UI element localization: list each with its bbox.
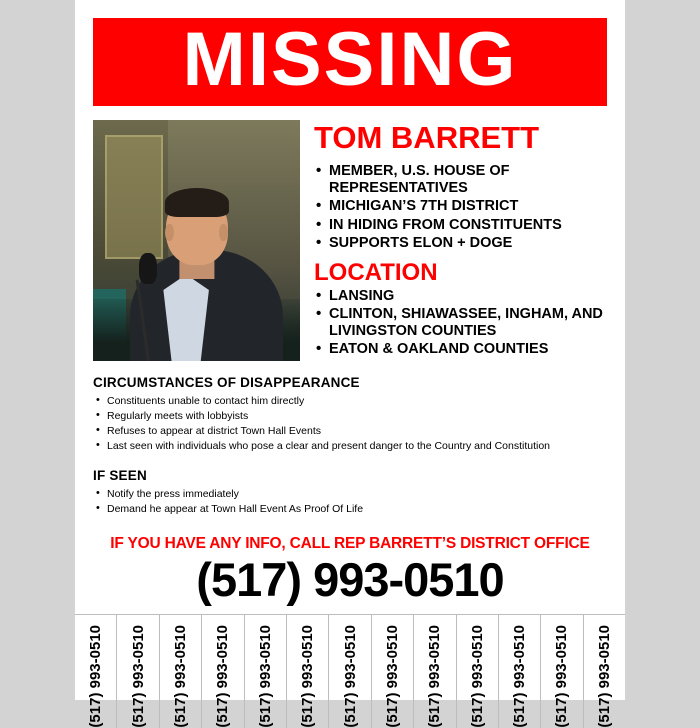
subject-fact: • SUPPORTS ELON + DOGE — [314, 235, 607, 252]
tear-off-tab[interactable] — [372, 615, 414, 728]
tear-off-tab-number: (517) 993-0510 — [468, 625, 486, 728]
tear-off-tab[interactable] — [329, 615, 371, 728]
tear-off-tab-number: (517) 993-0510 — [299, 625, 317, 728]
tear-off-tab-number: (517) 993-0510 — [341, 625, 359, 728]
list-item: • Refuses to appear at district Town Hall Events — [93, 424, 607, 439]
tear-off-tab-number: (517) 993-0510 — [511, 625, 529, 728]
list-item: • Regularly meets with lobbyists — [93, 409, 607, 424]
tear-off-tab[interactable] — [541, 615, 583, 728]
location-heading: LOCATION — [314, 258, 438, 286]
tear-off-tab[interactable] — [414, 615, 456, 728]
tear-off-tab[interactable] — [245, 615, 287, 728]
tear-off-tab[interactable] — [287, 615, 329, 728]
tear-off-tab-number: (517) 993-0510 — [383, 625, 401, 728]
microphone-icon — [139, 253, 158, 284]
tear-off-tab-number: (517) 993-0510 — [87, 625, 105, 728]
tear-off-tab[interactable] — [75, 615, 117, 728]
tear-off-tab-number: (517) 993-0510 — [171, 625, 189, 728]
tear-off-tab[interactable] — [499, 615, 541, 728]
tear-off-tab-number: (517) 993-0510 — [256, 625, 274, 728]
if-seen-list — [93, 487, 607, 517]
list-item: • Last seen with individuals who pose a clear and present danger to the Country and Constitution — [93, 439, 607, 454]
photo-ear-right — [219, 224, 227, 241]
photo-hair — [164, 188, 228, 217]
man-speaking-at-microphone-photo — [93, 120, 300, 361]
tear-off-tab-number: (517) 993-0510 — [595, 625, 613, 728]
tear-off-tab-number: (517) 993-0510 — [214, 625, 232, 728]
list-item: • Constituents unable to contact him directly — [93, 394, 607, 409]
location-item: • CLINTON, SHIAWASSEE, INGHAM, AND LIVINGSTON COUNTIES — [314, 306, 607, 340]
circumstances-section — [93, 375, 607, 454]
tear-off-tab-number: (517) 993-0510 — [426, 625, 444, 728]
tear-off-tab-number: (517) 993-0510 — [553, 625, 571, 728]
tear-off-tab-strip — [75, 614, 625, 728]
subject-fact: • MEMBER, U.S. HOUSE OF REPRESENTATIVES — [314, 163, 607, 197]
location-item: • EATON & OAKLAND COUNTIES — [314, 341, 607, 358]
tear-off-tab[interactable] — [202, 615, 244, 728]
subject-fact: • IN HIDING FROM CONSTITUENTS — [314, 217, 607, 234]
tear-off-tab[interactable] — [457, 615, 499, 728]
circumstances-title: CIRCUMSTANCES OF DISAPPEARANCE — [93, 375, 360, 391]
tear-off-tab-number: (517) 993-0510 — [129, 625, 147, 728]
subject-name: TOM BARRETT — [314, 120, 540, 156]
photo-wall-panel — [105, 135, 163, 260]
tear-off-tab[interactable] — [584, 615, 625, 728]
if-seen-section — [93, 468, 607, 517]
if-seen-title: IF SEEN — [93, 467, 147, 483]
subject-section — [93, 120, 607, 361]
list-item: • Demand he appear at Town Hall Event As Proof Of Life — [93, 502, 607, 517]
list-item: • Notify the press immediately — [93, 487, 607, 502]
missing-poster — [75, 0, 625, 728]
photo-ear-left — [165, 224, 173, 241]
call-to-action: IF YOU HAVE ANY INFO, CALL REP BARRETT’S DISTRICT OFFICE — [110, 534, 590, 552]
circumstances-list — [93, 394, 607, 454]
subject-fact: • MICHIGAN’S 7TH DISTRICT — [314, 198, 607, 215]
tear-off-tab[interactable] — [117, 615, 159, 728]
tear-off-tab[interactable] — [160, 615, 202, 728]
phone-number: (517) 993-0510 — [196, 552, 504, 606]
missing-banner — [93, 18, 607, 106]
location-list — [314, 288, 607, 358]
subject-details — [300, 120, 607, 361]
location-item: • LANSING — [314, 288, 607, 305]
poster-content — [75, 0, 625, 604]
photo-shirt — [163, 274, 209, 361]
missing-banner-text: MISSING — [182, 17, 518, 102]
subject-facts-list — [314, 163, 607, 252]
